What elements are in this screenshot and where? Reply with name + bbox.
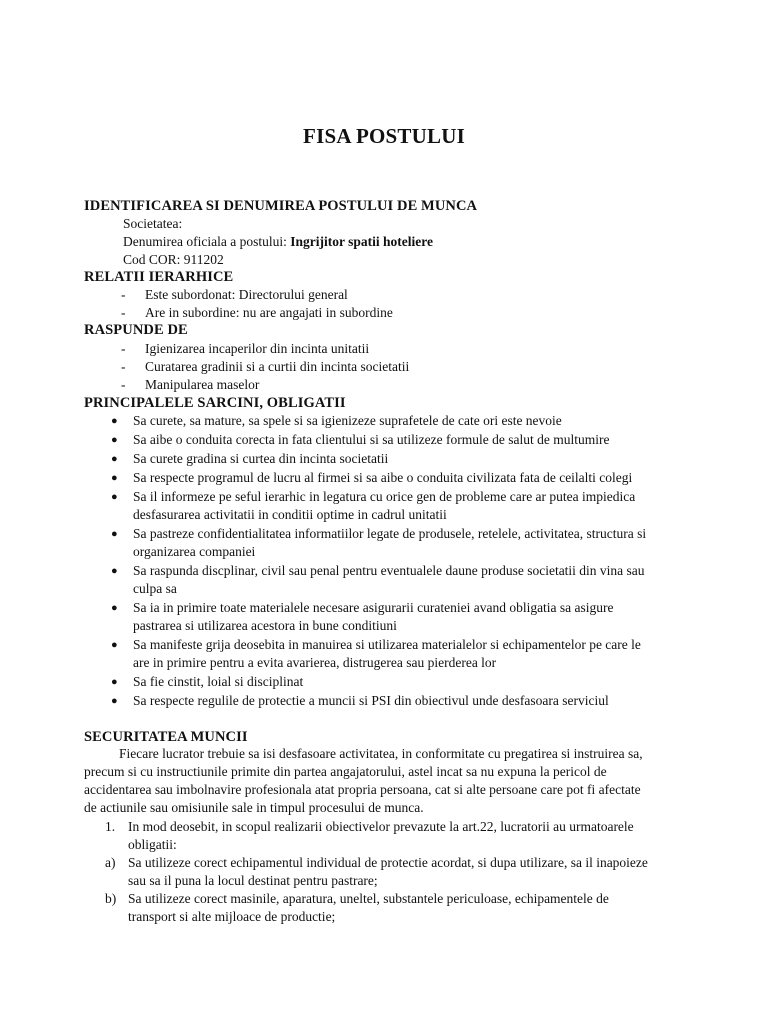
dash-marker: - xyxy=(121,305,126,320)
lettered-item-continuation: transport si alte mijloace de productie; xyxy=(128,909,336,924)
lettered-item: Sa utilizeze corect masinile, aparatura, uneltel, substantele periculoase, echipamentele de xyxy=(128,891,609,906)
list-item: Manipularea maselor xyxy=(145,377,260,392)
bullet-marker: ● xyxy=(111,676,118,688)
list-item: Are in subordine: nu are angajati in subordine xyxy=(145,305,393,320)
section-heading-securitate: SECURITATEA MUNCII xyxy=(84,729,248,745)
list-item-continuation: pastrarea si utilizarea acestora in bune conditiuni xyxy=(133,618,397,633)
bullet-marker: ● xyxy=(111,472,118,484)
list-item-continuation: culpa sa xyxy=(133,581,177,596)
dash-marker: - xyxy=(121,359,126,374)
list-item: Sa aibe o conduita corecta in fata clientului si sa utilizeze formule de salut de multumire xyxy=(133,432,610,447)
section-heading-raspunde: RASPUNDE DE xyxy=(84,322,188,338)
list-item: Sa ia in primire toate materialele necesare asigurarii curateniei avand obligatia sa asigure xyxy=(133,600,614,615)
list-item: Sa pastreze confidentialitatea informatiilor legate de produsele, retelele, activitatea, structura si xyxy=(133,526,647,541)
list-item: Sa il informeze pe seful ierarhic in legatura cu orice gen de probleme care ar putea impiedica xyxy=(133,489,636,504)
list-item: Sa curete, sa mature, sa spele si sa igienizeze suprafetele de cate ori este nevoie xyxy=(133,413,562,428)
paragraph-line: precum si cu instructiunile primite din partea angajatorului, astel incat sa nu expuna la pericol de xyxy=(84,764,607,779)
lettered-item: Sa utilizeze corect echipamentul individual de protectie acordat, si dupa utilizare, sa il inapoieze xyxy=(128,855,648,870)
list-item: Sa respecte regulile de protectie a muncii si PSI din obiectivul unde desfasoara serviciul xyxy=(133,693,609,708)
dash-marker: - xyxy=(121,287,126,302)
bullet-marker: ● xyxy=(111,434,118,446)
list-item: Sa curete gradina si curtea din incinta societatii xyxy=(133,451,389,466)
denumire-label: Denumirea oficiala a postului: xyxy=(123,234,287,249)
bullet-marker: ● xyxy=(111,415,118,427)
bullet-marker: ● xyxy=(111,528,118,540)
societatea-line: Societatea: xyxy=(123,216,183,231)
bullet-marker: ● xyxy=(111,602,118,614)
number-marker: 1. xyxy=(105,819,116,834)
denumire-value: Ingrijitor spatii hoteliere xyxy=(290,234,433,249)
list-item: Sa raspunda discplinar, civil sau penal pentru eventualele daune produse societatii din vina sau xyxy=(133,563,645,578)
list-item: Curatarea gradinii si a curtii din incinta societatii xyxy=(145,359,410,374)
section-heading-identificare: IDENTIFICAREA SI DENUMIREA POSTULUI DE MUNCA xyxy=(84,198,478,214)
list-item: Igienizarea incaperilor din incinta unitatii xyxy=(145,341,370,356)
bullet-marker: ● xyxy=(111,491,118,503)
cod-cor-line: Cod COR: 911202 xyxy=(123,252,224,267)
dash-marker: - xyxy=(121,341,126,356)
list-item: Sa respecte programul de lucru al firmei si sa aibe o conduita civilizata fata de ceilalti colegi xyxy=(133,470,633,485)
denumire-line xyxy=(123,234,433,250)
paragraph-line: Fiecare lucrator trebuie sa isi desfasoare activitatea, in conformitate cu pregatirea si instruirea sa, xyxy=(119,746,643,761)
page-title: FISA POSTULUI xyxy=(303,124,465,148)
letter-marker: b) xyxy=(105,891,117,906)
list-item: Sa manifeste grija deosebita in manuirea si utilizarea materialelor si echipamentelor pe care le xyxy=(133,637,641,652)
list-item-continuation: desfasurarea activitatii in conditii optime in cadrul unitatii xyxy=(133,507,447,522)
paragraph-line: accidentarea sau imbolnavire profesionala atat propria persoana, cat si alte persoane care pot fi afectate xyxy=(84,782,641,797)
paragraph-line: de actiunile sau omisiunile sale in timpul procesului de munca. xyxy=(84,800,424,815)
lettered-item-continuation: sau sa il puna la locul destinat pentru pastrare; xyxy=(128,873,378,888)
letter-marker: a) xyxy=(105,855,116,870)
list-item-continuation: are in primire pentru a evita avarierea, distrugerea sau pierderea lor xyxy=(133,655,497,670)
bullet-marker: ● xyxy=(111,565,118,577)
numbered-item: In mod deosebit, in scopul realizarii obiectivelor prevazute la art.22, lucratorii au urmatoarele xyxy=(128,819,634,834)
bullet-marker: ● xyxy=(111,453,118,465)
bullet-marker: ● xyxy=(111,695,118,707)
section-heading-relatii: RELATII IERARHICE xyxy=(84,269,234,285)
bullet-marker: ● xyxy=(111,639,118,651)
list-item: Sa fie cinstit, loial si disciplinat xyxy=(133,674,304,689)
section-heading-sarcini: PRINCIPALELE SARCINI, OBLIGATII xyxy=(84,395,346,411)
dash-marker: - xyxy=(121,377,126,392)
numbered-item-continuation: obligatii: xyxy=(128,837,177,852)
list-item: Este subordonat: Directorului general xyxy=(145,287,348,302)
list-item-continuation: organizarea companiei xyxy=(133,544,256,559)
